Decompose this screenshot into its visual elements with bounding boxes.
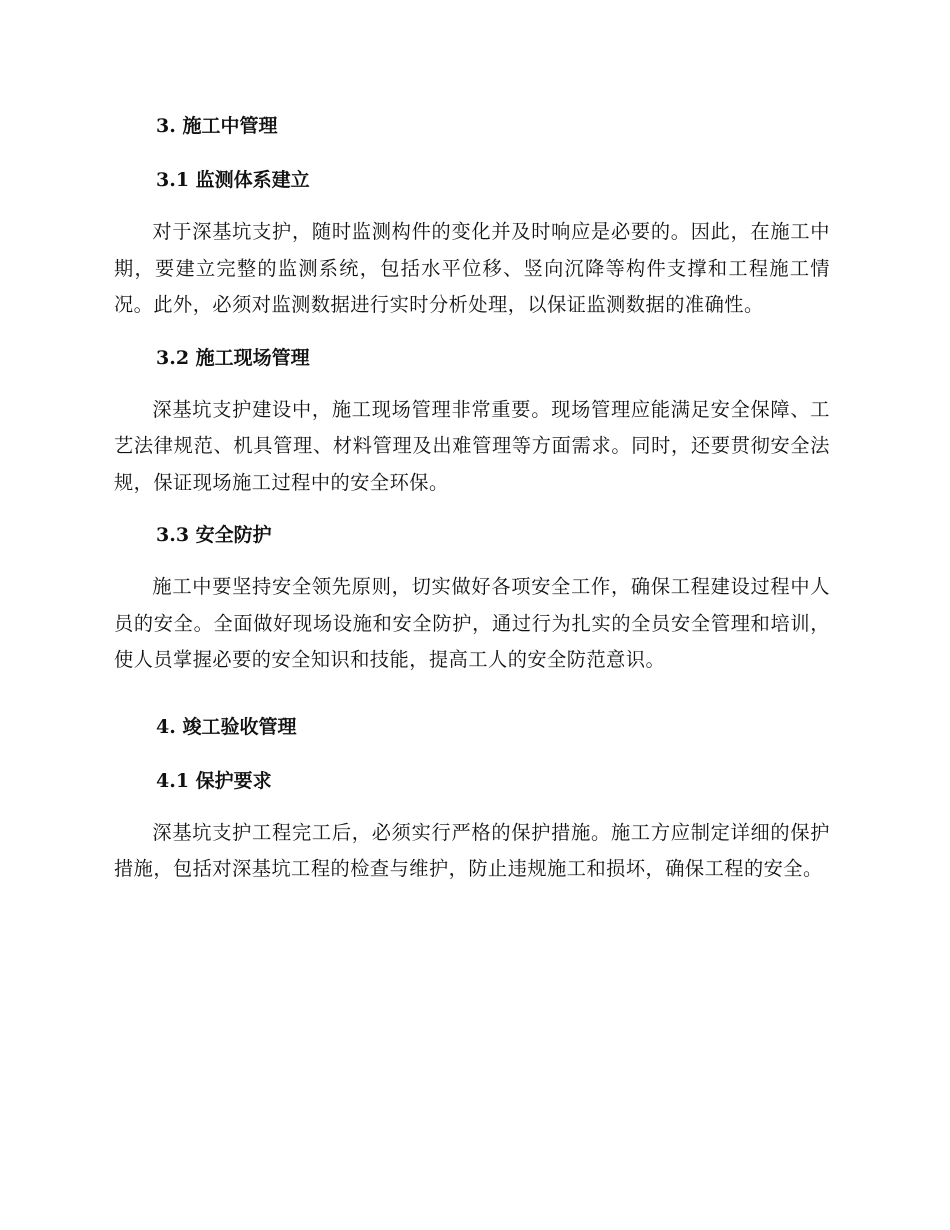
subsection-heading-3-2: 3.2 施工现场管理 xyxy=(156,346,310,369)
paragraph-3-2: 深基坑支护建设中，施工现场管理非常重要。现场管理应能满足安全保障、工艺法律规范、机具管理、材料管理及出难管理等方面需求。同时，还要贯彻安全法规，保证现场施工过程中的安全环保。 xyxy=(114,397,830,494)
subsection-heading-3-3: 3.3 安全防护 xyxy=(156,524,272,546)
section-heading-4: 4. 竣工验收管理 xyxy=(156,715,297,738)
subsection-heading-3-1: 3.1 监测体系建立 xyxy=(156,169,310,191)
paragraph-3-1: 对于深基坑支护，随时监测构件的变化并及时响应是必要的。因此，在施工中期，要建立完整的监测系统，包括水平位移、竖向沉降等构件支撑和工程施工情况。此外，必须对监测数据进行实时分析处理，以保证监测数据的准确性。 xyxy=(114,220,830,316)
section-heading-3: 3. 施工中管理 xyxy=(156,115,278,137)
document-body xyxy=(114,106,830,888)
subsection-heading-4-1: 4.1 保护要求 xyxy=(156,769,272,792)
paragraph-4-1: 深基坑支护工程完工后，必须实行严格的保护措施。施工方应制定详细的保护措施，包括对深基坑工程的检查与维护，防止违规施工和损坏，确保工程的安全。 xyxy=(114,820,830,880)
paragraph-3-3: 施工中要坚持安全领先原则，切实做好各项安全工作，确保工程建设过程中人员的安全。全面做好现场设施和安全防护，通过行为扎实的全员安全管理和培训，使人员掌握必要的安全知识和技能，提高工人的安全防范意识。 xyxy=(114,575,830,671)
